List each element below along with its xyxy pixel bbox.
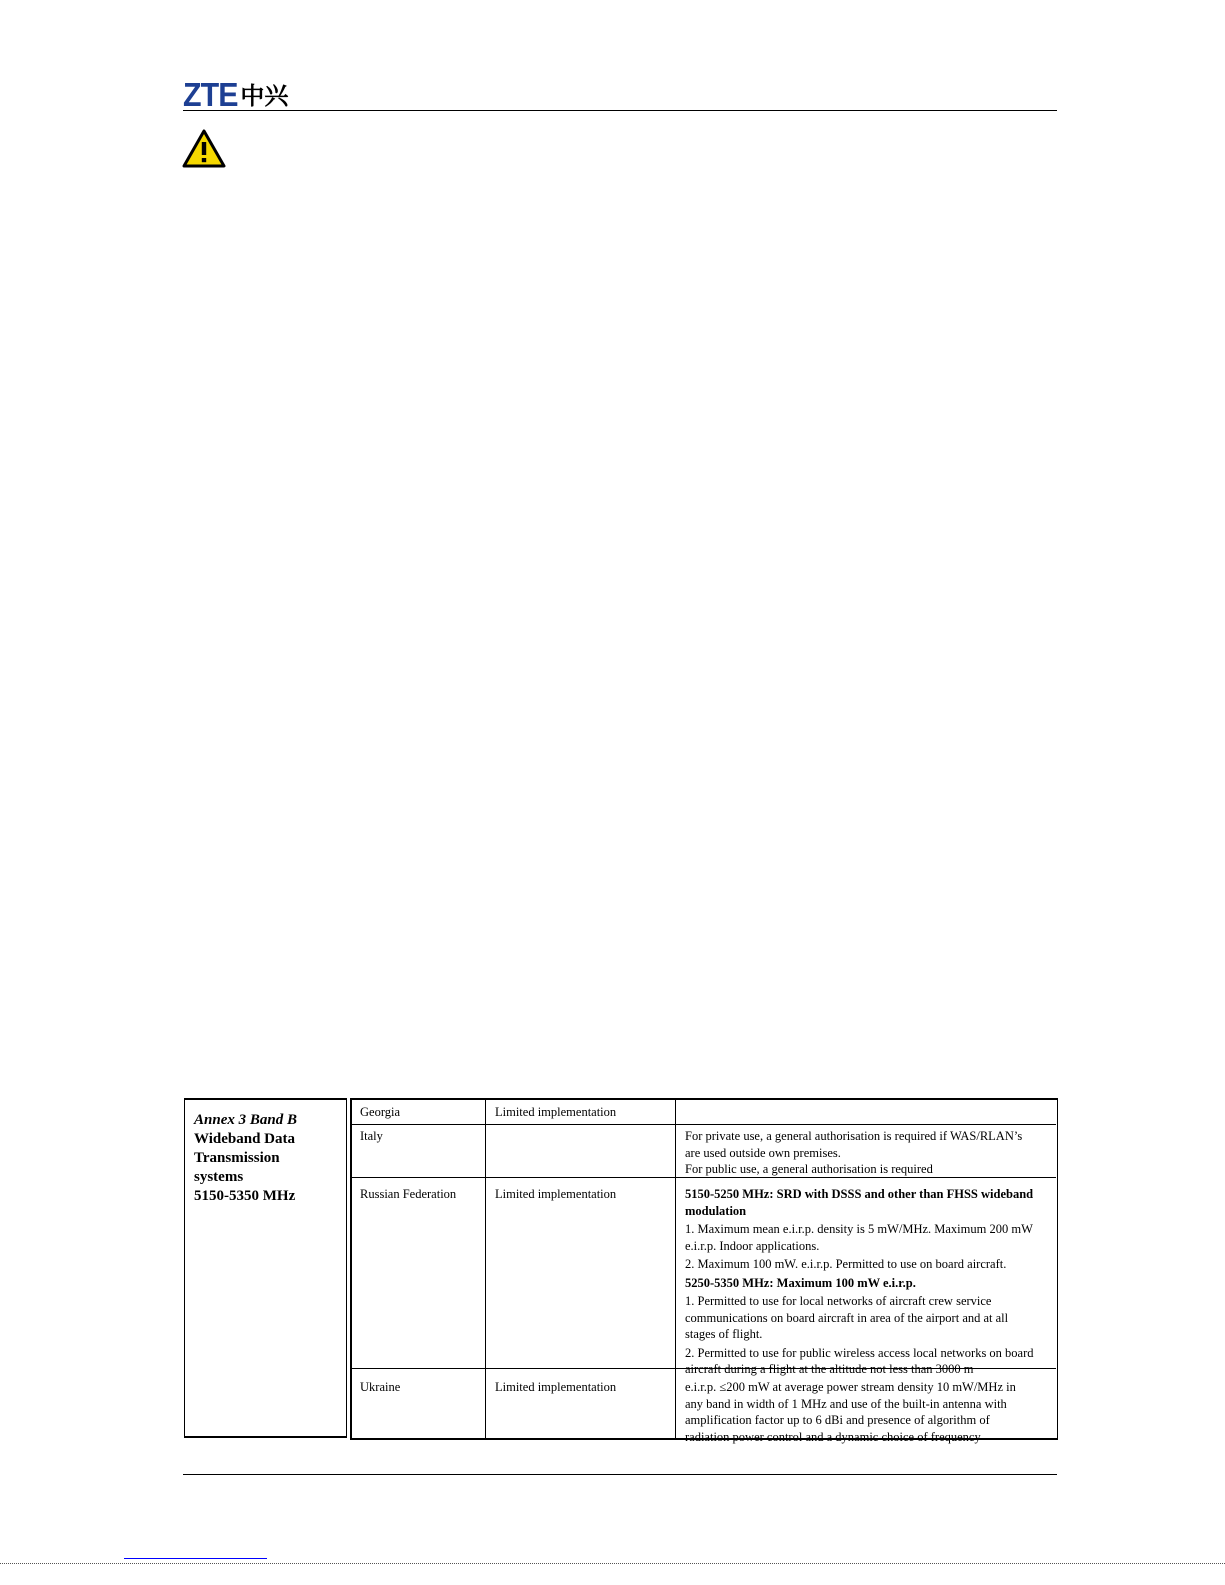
warning-triangle-icon <box>182 129 226 169</box>
note-line: e.i.r.p. Indoor applications. <box>685 1238 820 1253</box>
logo-latin-text: ZTE <box>183 76 238 113</box>
status-cell: Limited implementation <box>495 1105 617 1119</box>
zte-logo <box>183 76 289 113</box>
table-row <box>352 1369 1056 1444</box>
note-line: 1. Maximum mean e.i.r.p. density is 5 mW/MHz. Maximum 200 mW <box>685 1222 1033 1236</box>
footnote-link-underline[interactable] <box>124 1558 267 1559</box>
notes-cell <box>685 1379 1051 1445</box>
page-break-dotted-line <box>0 1563 1225 1564</box>
note-line: 1. Permitted to use for local networks of aircraft crew service <box>685 1294 992 1308</box>
note-line: aircraft during a flight at the altitude not less than 3000 m <box>685 1362 974 1376</box>
band-title-line1: Wideband Data <box>194 1131 296 1147</box>
status-cell: Limited implementation <box>495 1187 617 1201</box>
logo-cjk-text: 中兴 <box>240 82 289 110</box>
table-row <box>352 1178 1056 1376</box>
note-line: any band in width of 1 MHz and use of the built-in antenna with <box>685 1396 1007 1411</box>
table-row <box>352 1100 1056 1125</box>
country-cell: Italy <box>360 1129 383 1143</box>
band-description-cell <box>184 1098 347 1438</box>
status-cell: Limited implementation <box>495 1380 617 1394</box>
note-heading: modulation <box>685 1203 747 1218</box>
annex-label: Annex 3 Band B <box>194 1112 297 1128</box>
band-title-line3: systems <box>194 1169 244 1185</box>
note-line: are used outside own premises. <box>685 1145 841 1160</box>
note-line: amplification factor up to 6 dBi and presence of algorithm of <box>685 1413 990 1427</box>
note-line: 2. Permitted to use for public wireless access local networks on board <box>685 1345 1034 1360</box>
note-line: For private use, a general authorisation is required if WAS/RLAN’s <box>685 1129 1023 1143</box>
note-line: 2. Maximum 100 mW. e.i.r.p. Permitted to use on board aircraft. <box>685 1257 1007 1271</box>
note-line: communications on board aircraft in area of the airport and at all <box>685 1310 1009 1325</box>
country-cell: Russian Federation <box>360 1187 457 1201</box>
country-cell: Georgia <box>360 1105 401 1119</box>
note-line: stages of flight. <box>685 1327 763 1341</box>
note-heading: 5250-5350 MHz: Maximum 100 mW e.i.r.p. <box>685 1275 916 1290</box>
table-row <box>352 1125 1056 1178</box>
notes-cell <box>685 1128 1051 1178</box>
note-line: For public use, a general authorisation is required <box>685 1162 933 1176</box>
note-line: radiation power control and a dynamic choice of frequency <box>685 1429 981 1444</box>
note-line: e.i.r.p. ≤200 mW at average power stream density 10 mW/MHz in <box>685 1380 1016 1394</box>
annex-band-table <box>184 1098 1058 1444</box>
notes-cell <box>685 1186 1051 1378</box>
band-title-line2: Transmission <box>194 1150 280 1166</box>
band-frequency-range: 5150-5350 MHz <box>194 1188 296 1204</box>
note-heading: 5150-5250 MHz: SRD with DSSS and other than FHSS wideband <box>685 1187 1034 1201</box>
country-implementation-table <box>350 1098 1058 1444</box>
footer-rule <box>183 1474 1057 1475</box>
header-rule <box>183 110 1057 111</box>
country-cell: Ukraine <box>360 1380 401 1394</box>
